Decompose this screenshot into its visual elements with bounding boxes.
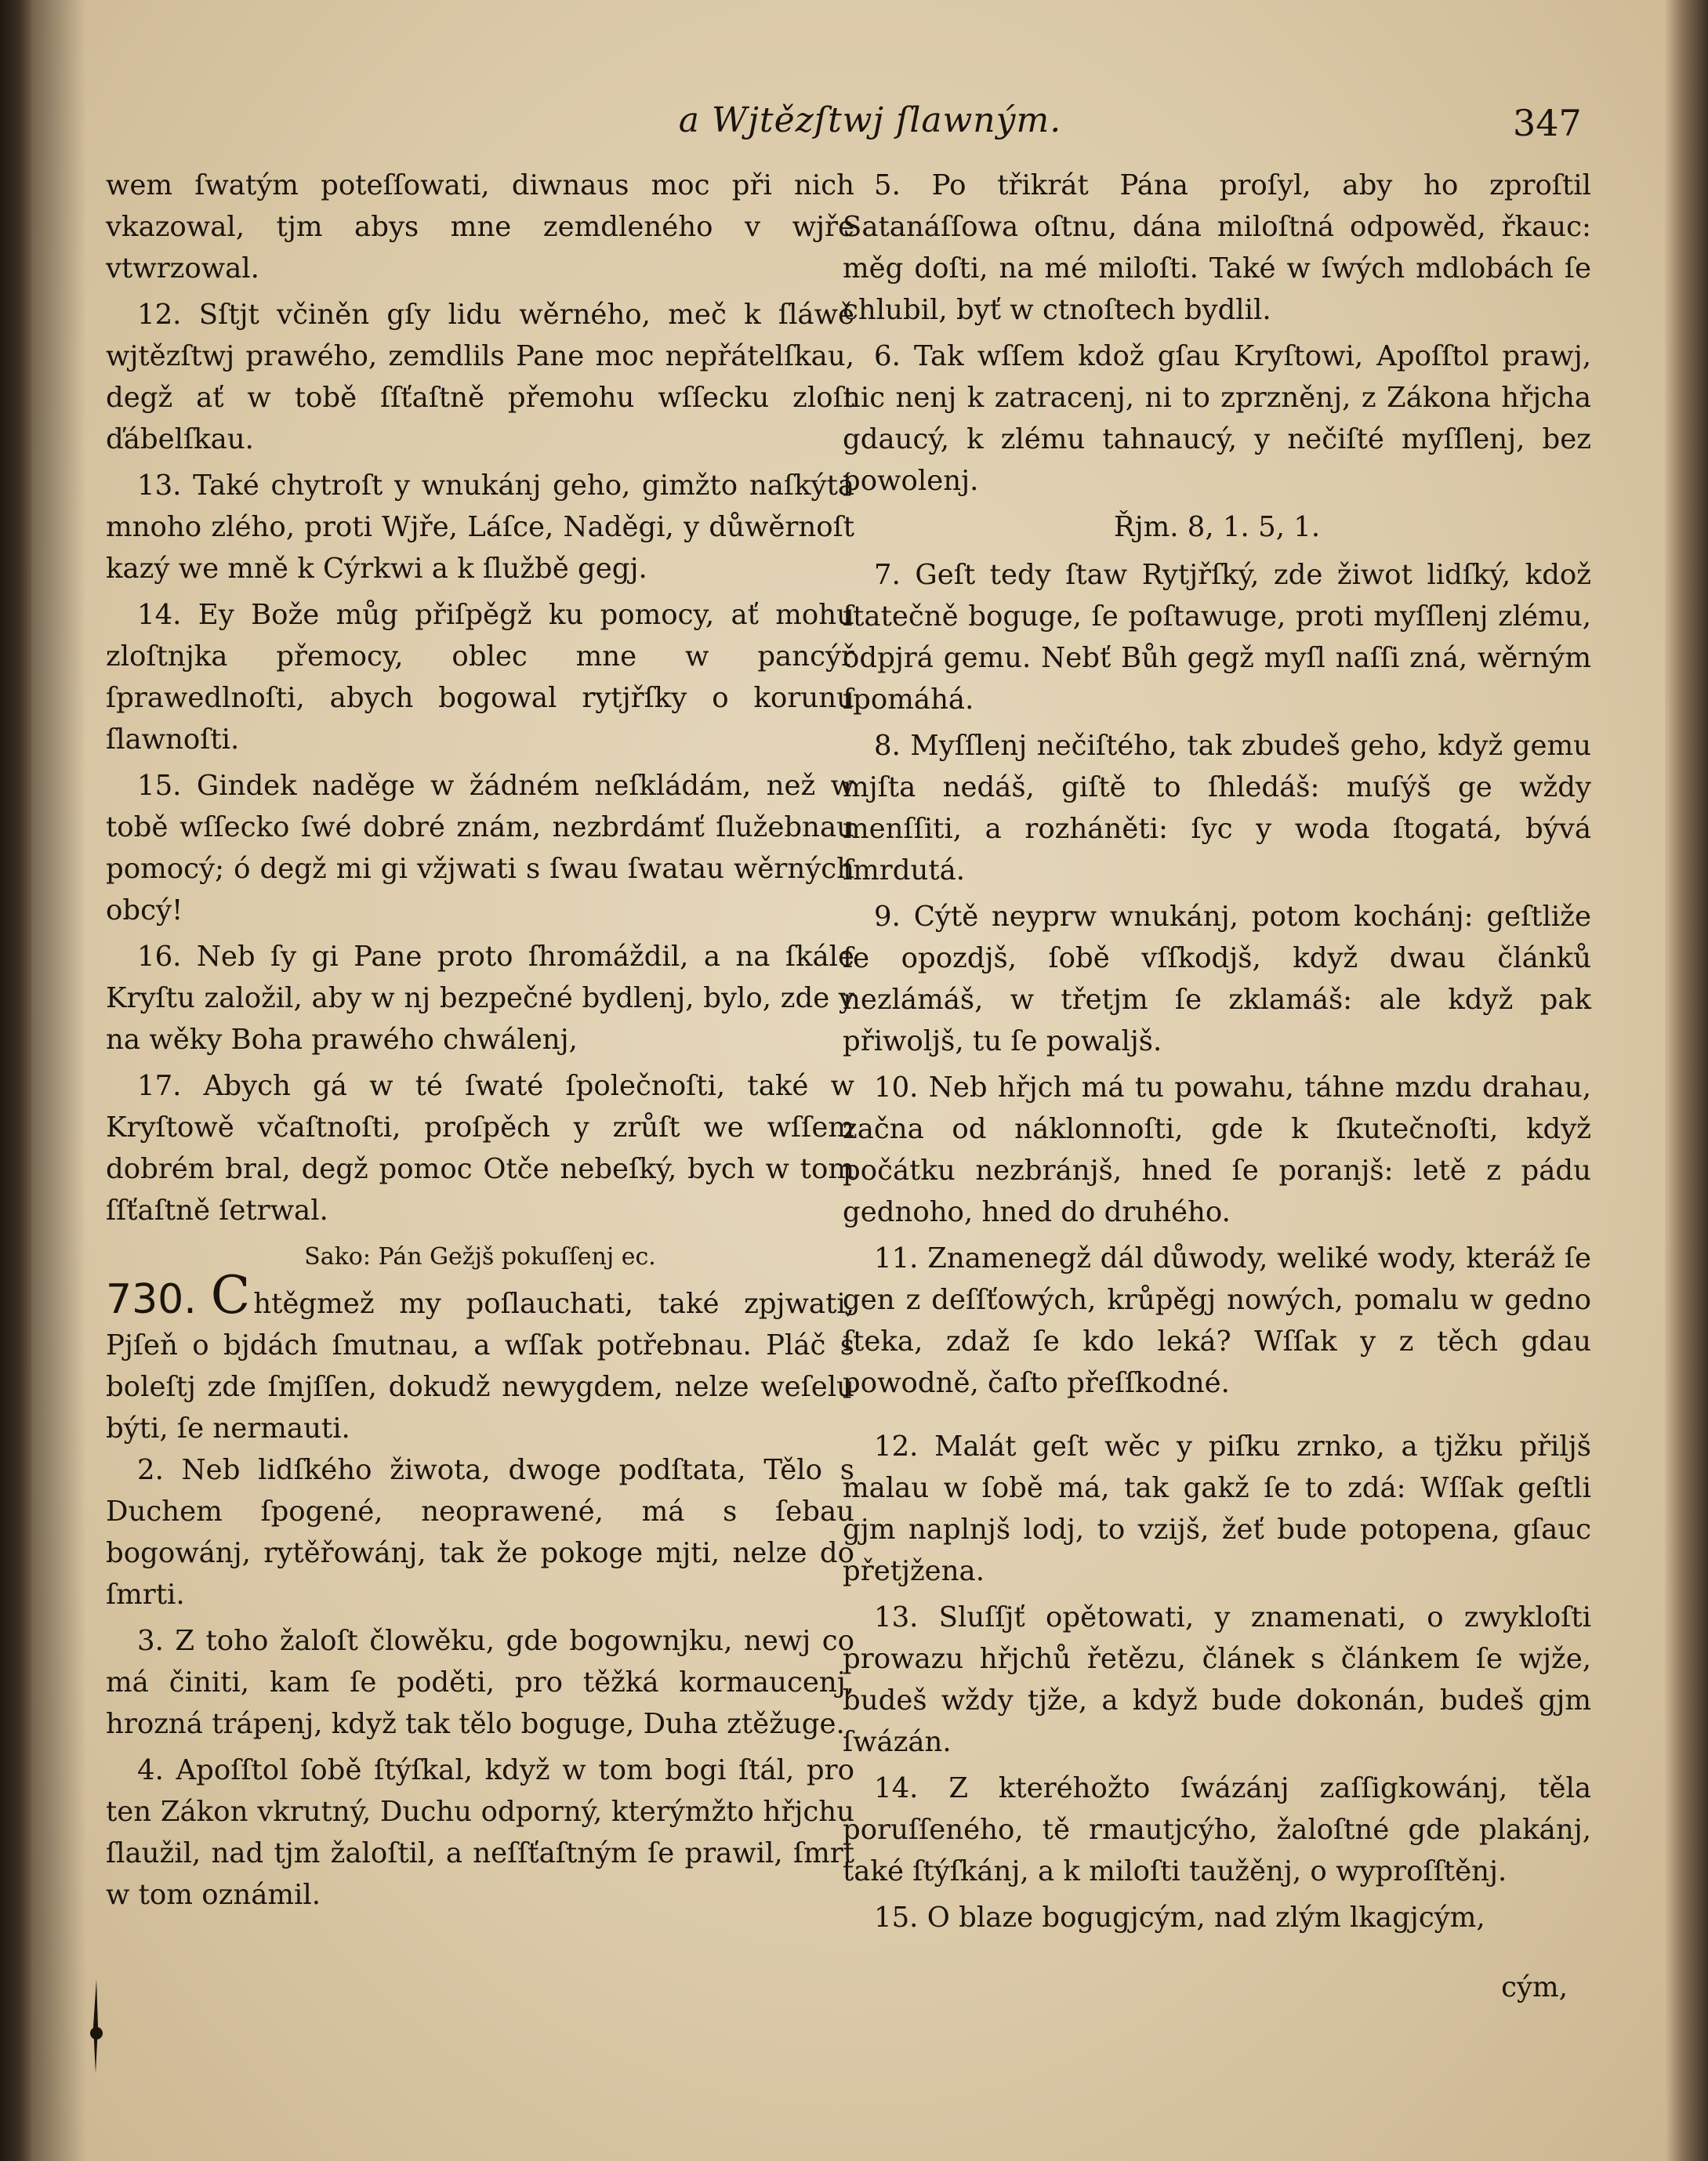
hymn-verse-6: 6. Tak wſſem kdož gſau Kryſtowi, Apoſſtol prawj, nic nenj k zatracenj, ni to zprzněnj, z Zákona hřjcha gdaucý, k zlému tahnaucý, y nečiſté myſſlenj, bez powolenj. [843, 340, 1591, 497]
drop-capital: C [210, 1265, 251, 1325]
hymn-verse-12: 12. Malát geſt wěc y piſku zrnko, a tjžku přiljš malau w ſobě má, tak gakž ſe to zdá: Wſſak geſtli gjm naplnjš lodj, to vzijš, žeť bude potopena, gſauc přetjžena. [843, 1430, 1591, 1587]
ink-mark-icon [91, 1979, 102, 2073]
hymn-verse-4: 4. Apoſſtol ſobě ſtýſkal, když w tom bogi ſtál, pro ten Zákon vkrutný, Duchu odporný, kterýmžto hřjchu ſlaužil, nad tjm žaloſtil, a neſſťaſtným ſe prawil, ſmrt w tom oznámil. [106, 1754, 854, 1911]
spacer [843, 1409, 1591, 1426]
page-number: 347 [1513, 102, 1582, 144]
verse-continuation: wem ſwatým poteſſowati, diwnaus moc při nich vkazowal, tjm abys mne zemdleného v wjře vtwrzowal. [106, 169, 854, 285]
hymn-verse-3: 3. Z toho žaloſt člowěku, gde bogownjku, newj co má činiti, kam ſe poděti, pro těžká kormaucenj, hrozná trápenj, když tak tělo boguge, Duha ztěžuge. [106, 1625, 854, 1740]
scan-binding-edge [0, 0, 31, 2161]
hymn-verse-15: 15. O blaze bogugjcým, nad zlým lkagjcým, [874, 1902, 1485, 1934]
hymn-verse-11: 11. Znamenegž dál důwody, weliké wody, kteráž ſe gen z deſſťowých, krůpěgj nowých, pomalu w gedno ſteka, zdaž ſe kdo leká? Wſſak y z těch gdau powodně, čaſto přeſſkodné. [843, 1242, 1591, 1399]
verse-17: 17. Abych gá w té ſwaté ſpolečnoſti, také w Kryſtowě včaſtnoſti, proſpěch y zrůſt we wſſem dobrém bral, degž pomoc Otče nebeſký, bych w tom ſſťaſtně ſetrwal. [106, 1070, 854, 1227]
hymn-verse-14: 14. Z kteréhožto ſwázánj zaſſigkowánj, těla poruſſeného, tě rmautjcýho, žaloſtné gde plakánj, také ſtýſkánj, a k miloſti taužěnj, o wyproſſtěnj. [843, 1772, 1591, 1887]
gutter-shadow [31, 0, 86, 2161]
scripture-reference: Řjm. 8, 1. 5, 1. [1113, 511, 1321, 543]
hymn-verse-9: 9. Cýtě neyprw wnukánj, potom kochánj: geſtliže ſe opozdjš, ſobě vſſkodjš, když dwau článků nezlámáš, w třetjm ſe zklamáš: ale když pak přiwoljš, tu ſe powaljš. [843, 901, 1591, 1057]
left-column [106, 165, 854, 1920]
catchword: cým, [1501, 1971, 1568, 2003]
hymn-verse-13: 13. Sluſſjť opětowati, y znamenati, o zwyklоſti prowazu hřjchů řetězu, článek s článkem ſe wjže, budeš wždy tjže, a když bude dokonán, budeš gjm ſwázán. [843, 1601, 1591, 1758]
verse-16: 16. Neb ſy gi Pane proto ſhromáždil, a na ſkále Kryſtu založil, aby w nj bezpečné bydlenj, bylo, zde y na wěky Boha prawého chwálenj, [106, 941, 854, 1056]
hymn-verse-7: 7. Geſt tedy ſtaw Rytjřſký, zde žiwot lidſký, kdož ſtatečně boguge, ſe poſtawuge, proti myſſlenj zlému, odpjrá gemu. Nebť Bůh gegž myſl naſſi zná, wěrným ſpomáhá. [843, 559, 1591, 716]
verse-15: 15. Gindek naděge w žádném neſkládám, než w tobě wſſecko ſwé dobré znám, nezbrdámť ſlužebnau pomocý; ó degž mi gi vžjwati s ſwau ſwatau wěrných obcý! [106, 770, 854, 926]
hymn-verse-5: 5. Po třikrát Pána proſyl, aby ho zproſtil Satanáſſowa oſtnu, dána miloſtná odpowěd, řkauc: měg doſti, na mé miloſti. Také w ſwých mdlobách ſe chlubil, byť w ctnoſtech bydlil. [843, 169, 1591, 326]
hymn-verse-10: 10. Neb hřjch má tu powahu, táhne mzdu drahau, začna od náklonnoſti, gde k ſkutečnoſti, když počátku nezbránjš, hned ſe poranjš: letě z pádu gednoho, hned do druhého. [843, 1071, 1591, 1228]
right-column [843, 165, 1591, 2036]
running-title: a Wjtězſtwj ſlawným. [678, 100, 1062, 140]
hymn-verse-2: 2. Neb lidſkého žiwota, dwoge podſtata, Tělo s Duchem ſpogené, neoprawené, má s ſebau bogowánj, rytěřowánj, tak že pokoge mjti, nelze do ſmrti. [106, 1454, 854, 1611]
hymn-730-verse-1 [106, 1265, 854, 1449]
verse-13: 13. Také chytroſt y wnukánj geho, gimžto naſkýtá mnoho zlého, proti Wjře, Láſce, Naděgi, y důwěrnoſt kazý we mně k Cýrkwi a k ſlužbě gegj. [106, 470, 854, 585]
tune-indication: Sakо: Pán Gežjš pokuſſenj ec. [304, 1243, 656, 1271]
scan-outer-edge [1665, 0, 1708, 2161]
verse-14: 14. Ey Bože můg přiſpěgž ku pomocy, ať mohu zloſtnjka přemocy, oblec mne w pancýř ſprawedlnoſti, abych bogowal rytjřſky o korunu ſlawnoſti. [106, 599, 854, 756]
book-page [31, 0, 1665, 2161]
ink-dot-icon [90, 2027, 103, 2040]
verse-12: 12. Sſtjt včiněn gſy lidu wěrného, meč k ſláwě wjtězſtwj prawého, zemdlils Pane moc nepřátelſkau, degž ať w tobě ſſťaſtně přemohu wſſecku zloſt ďábelſkau. [106, 299, 854, 455]
hymn-verse-8: 8. Myſſlenj nečiſtého, tak zbudeš geho, když gemu mjſta nedáš, giſtě to ſhledáš: muſýš ge wždy menſſiti, a rozháněti: ſyc y woda ſtogatá, bývá ſmrdutá. [843, 730, 1591, 887]
hymn-first-verse-text: htěgmež my poſlauchati, také zpjwati, Pjſeň o bjdách ſmutnau, a wſſak potřebnau. Pláč s bolеſtj zde ſmjſſen, dokudž newygdem, nelze weſelu býti, ſe nermauti. [106, 1288, 854, 1445]
hymn-number: 730. [106, 1276, 197, 1323]
